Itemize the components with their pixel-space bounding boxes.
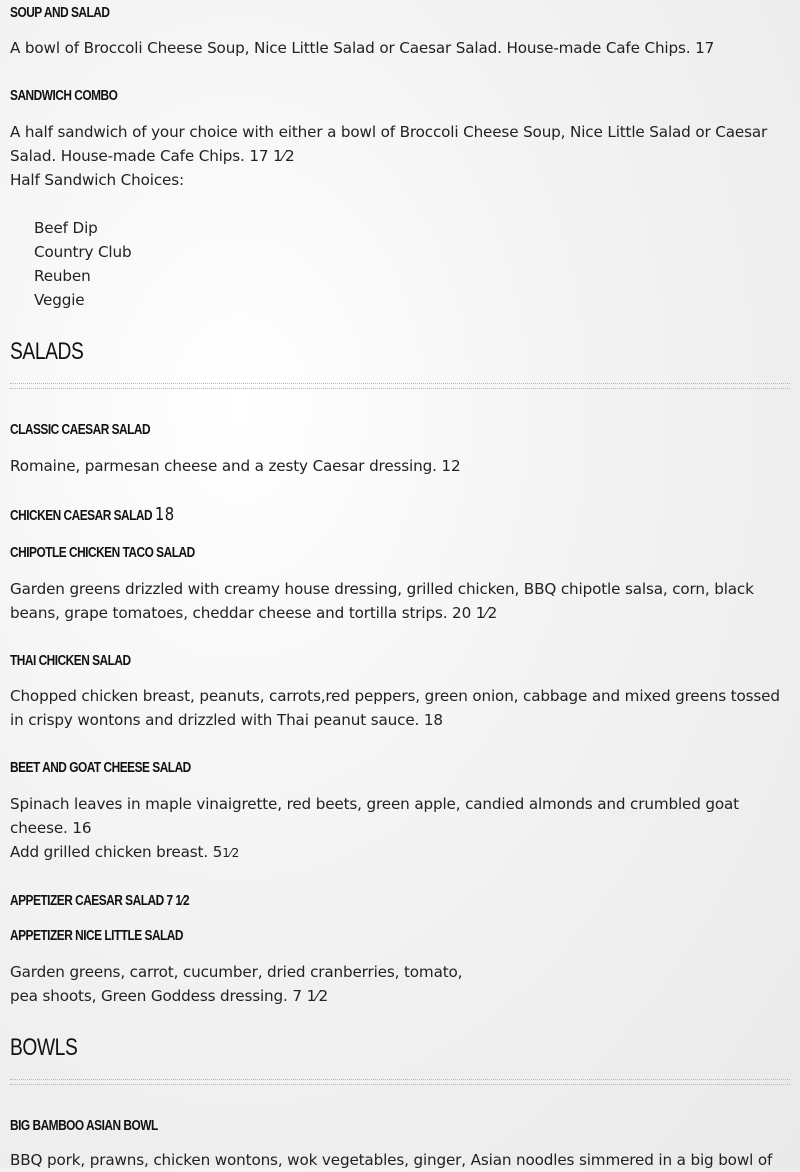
sandwich-combo-description-line2: Salad. House-made Cafe Chips. 17 1⁄2 — [10, 147, 295, 165]
appetizer-nice-little-salad-title: APPETIZER NICE LITTLE SALAD — [10, 928, 184, 944]
section-divider — [10, 383, 790, 389]
chipotle-description-line2: beans, grape tomatoes, cheddar cheese and tortilla strips. 20 1⁄2 — [10, 604, 498, 622]
big-bamboo-bowl-title: BIG BAMBOO ASIAN BOWL — [10, 1118, 158, 1134]
classic-caesar-description: Romaine, parmesan cheese and a zesty Caesar dressing. 12 — [10, 457, 461, 475]
chicken-caesar-title-text: CHICKEN CAESAR SALAD — [10, 508, 153, 524]
sandwich-choice-item: Veggie — [34, 291, 85, 309]
half-sandwich-choices-label: Half Sandwich Choices: — [10, 171, 184, 189]
appetizer-caesar-title: APPETIZER CAESAR SALAD 7 1⁄2 — [10, 893, 190, 909]
appetizer-nice-description-line1: Garden greens, carrot, cucumber, dried cranberries, tomato, — [10, 963, 463, 981]
soup-and-salad-description: A bowl of Broccoli Cheese Soup, Nice Little Salad or Caesar Salad. House-made Cafe Chips. 17 — [10, 39, 715, 57]
big-bamboo-description-line1: BBQ pork, prawns, chicken wontons, wok vegetables, ginger, Asian noodles simmered in a big bowl of — [10, 1151, 773, 1169]
chicken-caesar-title — [10, 505, 175, 526]
beet-addon-text: Add grilled chicken breast. 5 — [10, 843, 223, 861]
section-divider — [10, 1079, 790, 1085]
sandwich-choice-item: Reuben — [34, 267, 91, 285]
chicken-caesar-price: 18 — [154, 504, 175, 525]
beet-description-line2: cheese. 16 — [10, 819, 92, 837]
chipotle-description-line1: Garden greens drizzled with creamy house dressing, grilled chicken, BBQ chipotle salsa, corn, black — [10, 580, 754, 598]
bowls-section-title: BOWLS — [10, 1034, 78, 1061]
sandwich-combo-title: SANDWICH COMBO — [10, 88, 118, 104]
beet-addon — [10, 840, 239, 865]
beet-goat-cheese-title: BEET AND GOAT CHEESE SALAD — [10, 760, 191, 776]
appetizer-nice-description-line2: pea shoots, Green Goddess dressing. 7 1⁄2 — [10, 987, 328, 1005]
thai-description-line2: in crispy wontons and drizzled with Thai peanut sauce. 18 — [10, 711, 443, 729]
beet-addon-fraction: 1⁄2 — [222, 846, 240, 860]
chipotle-taco-salad-title: CHIPOTLE CHICKEN TACO SALAD — [10, 545, 195, 561]
thai-chicken-salad-title: THAI CHICKEN SALAD — [10, 653, 131, 669]
thai-description-line1: Chopped chicken breast, peanuts, carrots,red peppers, green onion, cabbage and mixed greens tossed — [10, 687, 780, 705]
salads-section-title: SALADS — [10, 338, 84, 365]
beet-description-line1: Spinach leaves in maple vinaigrette, red beets, green apple, candied almonds and crumbled goat — [10, 795, 739, 813]
soup-and-salad-title: SOUP AND SALAD — [10, 5, 110, 21]
classic-caesar-title: CLASSIC CAESAR SALAD — [10, 422, 151, 438]
sandwich-choice-item: Country Club — [34, 243, 132, 261]
sandwich-choice-item: Beef Dip — [34, 219, 98, 237]
sandwich-combo-description-line1: A half sandwich of your choice with either a bowl of Broccoli Cheese Soup, Nice Little Salad or Caesar — [10, 123, 768, 141]
